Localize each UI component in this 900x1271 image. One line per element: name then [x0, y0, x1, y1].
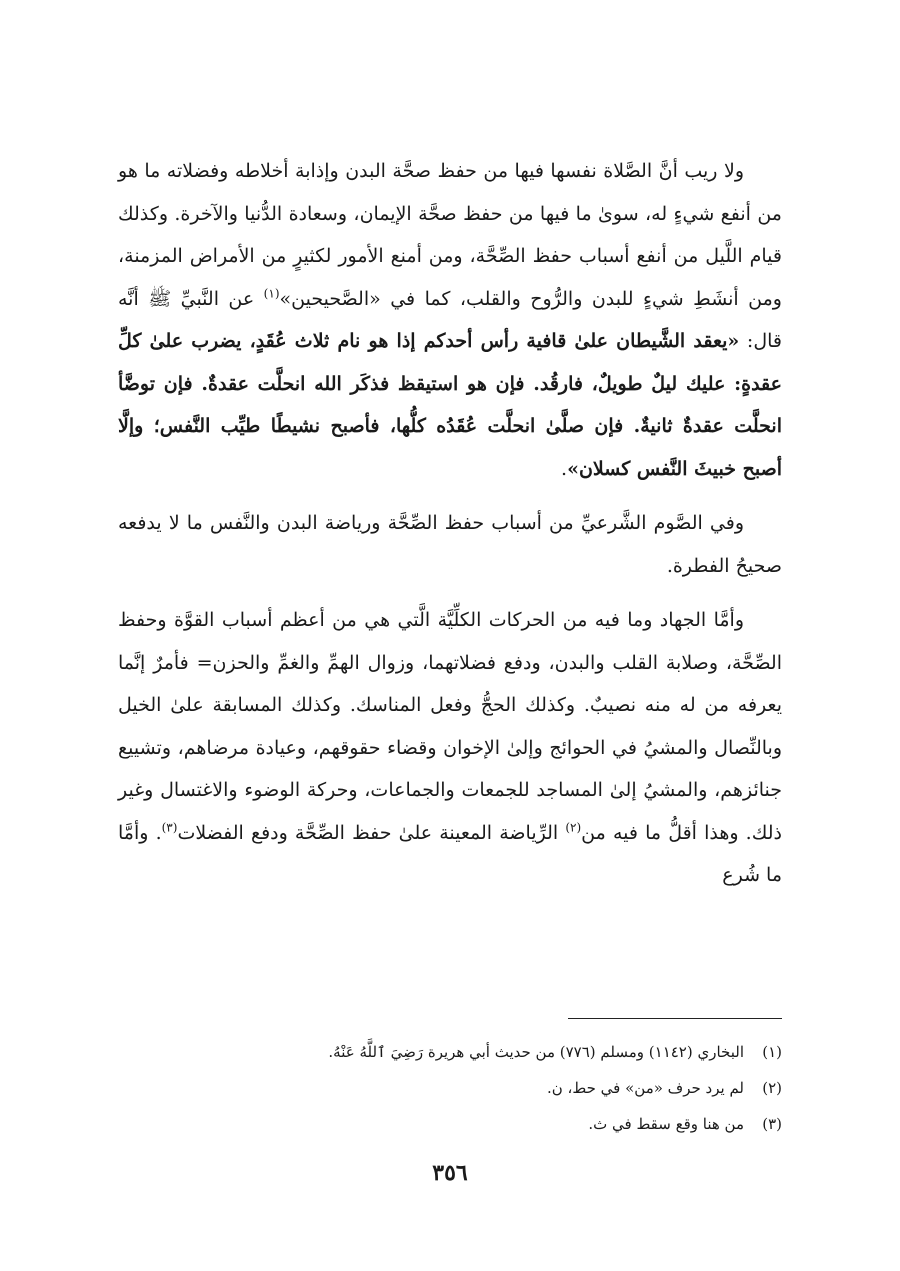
footnote-number: (٢): [762, 1079, 782, 1097]
footnote-ref-2[interactable]: (٢): [565, 820, 582, 835]
paragraph-text: . وأمَّا ما شُرع: [118, 821, 782, 886]
paragraph-jihad: [118, 599, 782, 897]
hadith-quote: «يعقد الشَّيطان علىٰ قافية رأس أحدكم إذا هو نام ثلاث عُقَدٍ، يضرب علىٰ كلِّ عقدةٍ: عليك ليلٌ طويلٌ، فارقُد. فإن هو استيقظ فذكَر الله انحلَّت عقدةٌ. فإن توضَّأ انحلَّت عقدةٌ ثانيةٌ. فإن صلَّىٰ انحلَّت عُقَدُه كلُّها، فأصبح نشيطًا طيِّب النَّفس؛ وإلَّا أصبح خبيثَ النَّفس كسلان»: [118, 330, 782, 480]
footnote-number: (١): [762, 1043, 782, 1061]
paragraph-text: عن النَّبيِّ ﷺ أنَّه قال:: [118, 287, 782, 352]
paragraph-text: ولا ريب أنَّ الصَّلاة نفسها فيها من حفظ صحَّة البدن وإذابة أخلاطه وفضلاته ما هو من أنفع شيءٍ له، سوىٰ ما فيها من حفظ صحَّة الإيمان، وسعادة الدُّنيا والآخرة. وكذلك قيام اللَّيل من أنفع أسباب حفظ الصِّحَّة، ومن أمنع الأمور لكثيرٍ من الأمراض المزمنة، ومن أنشَطِ شيءٍ للبدن والرُّوح والقلب، كما في «الصَّحيحين»: [118, 160, 782, 310]
main-text: [118, 150, 782, 897]
footnote-item: [118, 1106, 782, 1142]
footnote-text: البخاري (١١٤٢) ومسلم (٧٧٦) من حديث أبي هريرة رَضِيَ ٱللَّهُ عَنْهُ.: [328, 1043, 744, 1061]
paragraph-text: الرِّياضة المعينة علىٰ حفظ الصِّحَّة ودفع الفضلات: [177, 821, 566, 844]
paragraph-text: وأمَّا الجهاد وما فيه من الحركات الكلِّيَّة الَّتي هي من أعظم أسباب القوَّة وحفظ الصِّحَّة، وصلابة القلب والبدن، ودفع فضلاتهما، وزوال الهمِّ والغمِّ والحزن= فأمرٌ إنَّما يعرفه من له منه نصيبٌ. وكذلك الحجُّ وفعل المناسك. وكذلك المسابقة علىٰ الخيل وبالنِّصال والمشيُ في الحوائج وإلىٰ الإخوان وقضاء حقوقهم، وعيادة مرضاهم، وتشييع جنائزهم، والمشيُ إلىٰ المساجد للجمعات والجماعات، وحركة الوضوء والاغتسال وغير ذلك. وهذا أقلُّ ما فيه من: [118, 609, 782, 844]
paragraph-text: .: [561, 457, 568, 480]
footnote-ref-3[interactable]: (٣): [161, 820, 178, 835]
footnote-number: (٣): [762, 1115, 782, 1133]
paragraph-prayer: [118, 150, 782, 490]
footnote-separator: [568, 1018, 782, 1019]
footnote-ref-1[interactable]: (١): [263, 286, 280, 301]
footnotes: [118, 1034, 782, 1142]
footnote-item: [118, 1070, 782, 1106]
page-number: ٣٥٦: [432, 1160, 468, 1186]
footnote-item: [118, 1034, 782, 1070]
footnote-text: لم يرد حرف «من» في حط، ن.: [546, 1079, 744, 1097]
paragraph-fasting: وفي الصَّوم الشَّرعيِّ من أسباب حفظ الصِّحَّة ورياضة البدن والنَّفس ما لا يدفعه صحيحُ الفطرة.: [118, 512, 782, 577]
footnote-text: من هنا وقع سقط في ث.: [588, 1115, 744, 1133]
